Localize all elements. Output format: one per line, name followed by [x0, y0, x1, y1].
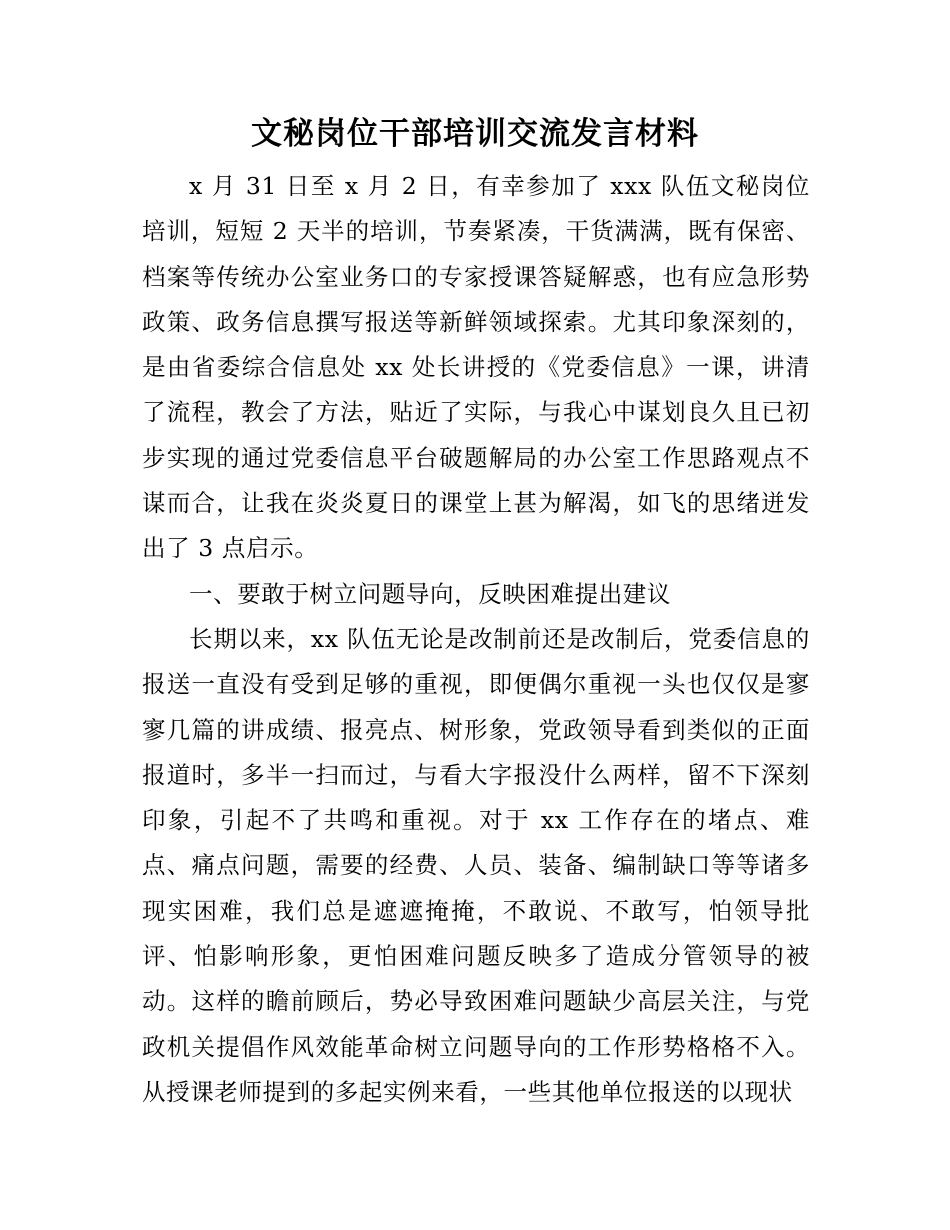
document-title: 文秘岗位干部培训交流发言材料 [251, 116, 699, 152]
document-body [142, 164, 810, 1115]
body-paragraph: 长期以来，xx 队伍无论是改制前还是改制后，党委信息的报送一直没有受到足够的重视，即便偶尔重视一头也仅仅是寥寥几篇的讲成绩、报亮点、树形象，党政领导看到类似的正面报道时，多半一扫而过，与看大字报没什么两样，留不下深刻印象，引起不了共鸣和重视。对于 xx 工作存在的堵点、难点、痛点问题，需要的经费、人员、装备、编制缺口等等诸多现实困难，我们总是遮遮掩掩，不敢说、不敢写，怕领导批评、怕影响形象，更怕困难问题反映多了造成分管领导的被动。这样的瞻前顾后，势必导致困难问题缺少高层关注，与党政机关提倡作风效能革命树立问题导向的工作形势格格不入。从授课老师提到的多起实例来看，一些其他单位报送的以现状 [142, 624, 810, 1106]
section-heading-1: 一、要敢于树立问题导向，反映困难提出建议 [189, 579, 671, 608]
intro-paragraph: x 月 31 日至 x 月 2 日，有幸参加了 xxx 队伍文秘岗位培训，短短 2 天半的培训，节奏紧凑，干货满满，既有保密、档案等传统办公室业务口的专家授课答疑解惑，也有应急形势政策、政务信息撰写报送等新鲜领域探索。尤其印象深刻的，是由省委综合信息处 xx 处长讲授的《党委信息》一课，讲清了流程，教会了方法，贴近了实际，与我心中谋划良久且已初步实现的通过党委信息平台破题解局的办公室工作思路观点不谋而合，让我在炎炎夏日的课堂上甚为解渴，如飞的思绪迸发出了 3 点启示。 [142, 172, 810, 563]
